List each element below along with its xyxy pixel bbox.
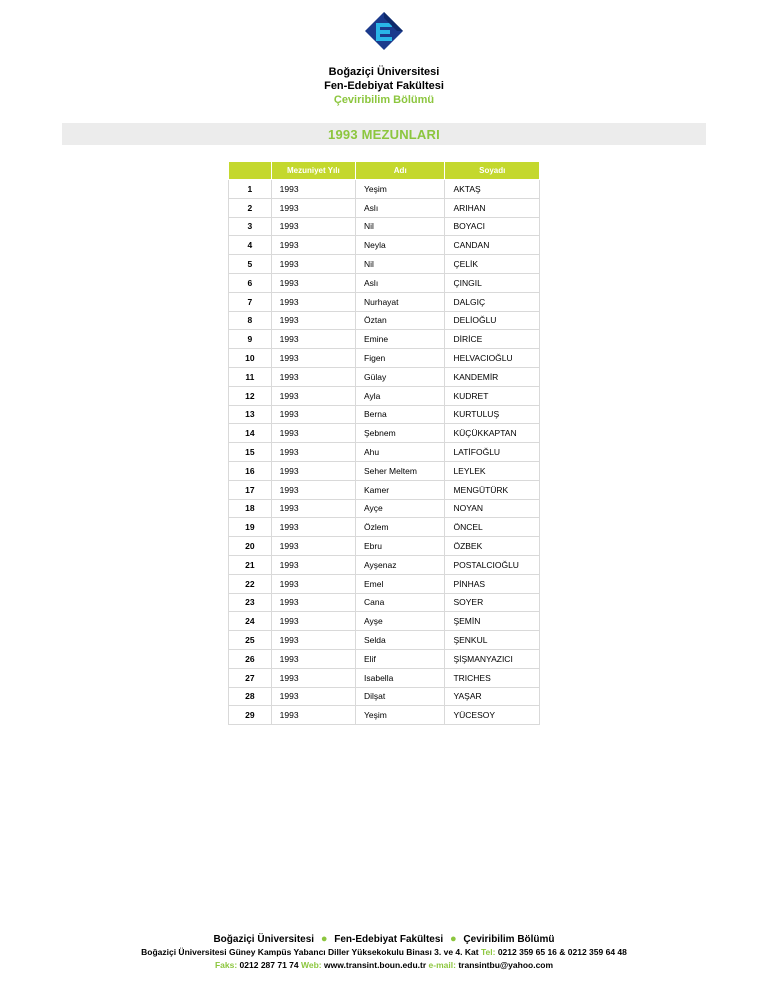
cell-lastname: ÖNCEL [445, 518, 540, 537]
table-row [229, 687, 540, 706]
table-row [229, 292, 540, 311]
cell-lastname: KURTULUŞ [445, 405, 540, 424]
table-row [229, 367, 540, 386]
cell-index: 7 [229, 292, 272, 311]
footer-address-line [0, 946, 768, 959]
table-row [229, 349, 540, 368]
cell-index: 3 [229, 217, 272, 236]
bullet-icon: ● [449, 933, 457, 945]
cell-year: 1993 [271, 424, 355, 443]
cell-index: 15 [229, 443, 272, 462]
cell-firstname: Berna [356, 405, 445, 424]
cell-lastname: YÜCESOY [445, 706, 540, 725]
cell-year: 1993 [271, 461, 355, 480]
cell-index: 26 [229, 649, 272, 668]
cell-index: 21 [229, 555, 272, 574]
cell-index: 20 [229, 537, 272, 556]
cell-lastname: MENGÜTÜRK [445, 480, 540, 499]
cell-index: 27 [229, 668, 272, 687]
cell-firstname: Şebnem [356, 424, 445, 443]
cell-year: 1993 [271, 292, 355, 311]
cell-lastname: ÇINGIL [445, 273, 540, 292]
cell-index: 6 [229, 273, 272, 292]
cell-index: 4 [229, 236, 272, 255]
column-header-lastname: Soyadı [445, 162, 540, 180]
cell-firstname: Elif [356, 649, 445, 668]
table-body [229, 180, 540, 725]
cell-year: 1993 [271, 574, 355, 593]
table-row [229, 555, 540, 574]
cell-index: 1 [229, 180, 272, 199]
table-row [229, 461, 540, 480]
cell-lastname: ÇELİK [445, 255, 540, 274]
cell-firstname: Kamer [356, 480, 445, 499]
document-header [0, 65, 768, 107]
cell-year: 1993 [271, 405, 355, 424]
cell-firstname: Ebru [356, 537, 445, 556]
cell-lastname: CANDAN [445, 236, 540, 255]
cell-year: 1993 [271, 217, 355, 236]
cell-year: 1993 [271, 349, 355, 368]
cell-lastname: POSTALCIOĞLU [445, 555, 540, 574]
cell-index: 10 [229, 349, 272, 368]
cell-firstname: Dilşat [356, 687, 445, 706]
cell-year: 1993 [271, 198, 355, 217]
cell-lastname: KUDRET [445, 386, 540, 405]
cell-index: 28 [229, 687, 272, 706]
cell-year: 1993 [271, 311, 355, 330]
cell-index: 22 [229, 574, 272, 593]
cell-firstname: Ayşenaz [356, 555, 445, 574]
footer-fax-value: 0212 287 71 74 [239, 960, 299, 970]
cell-firstname: Gülay [356, 367, 445, 386]
footer-email-label: e-mail: [428, 960, 456, 970]
cell-index: 14 [229, 424, 272, 443]
cell-index: 16 [229, 461, 272, 480]
cell-firstname: Emel [356, 574, 445, 593]
cell-firstname: Nil [356, 255, 445, 274]
graduates-table [228, 161, 540, 725]
footer-web-value[interactable]: www.transint.boun.edu.tr [324, 960, 427, 970]
table-row [229, 443, 540, 462]
table-row [229, 612, 540, 631]
cell-year: 1993 [271, 518, 355, 537]
cell-index: 8 [229, 311, 272, 330]
cell-index: 19 [229, 518, 272, 537]
cell-firstname: Ayşe [356, 612, 445, 631]
header-department: Çeviribilim Bölümü [333, 94, 435, 106]
table-row [229, 480, 540, 499]
table-row [229, 405, 540, 424]
table-row [229, 593, 540, 612]
cell-lastname: LATİFOĞLU [445, 443, 540, 462]
cell-lastname: DELİOĞLU [445, 311, 540, 330]
cell-lastname: ŞENKUL [445, 631, 540, 650]
cell-firstname: Figen [356, 349, 445, 368]
cell-lastname: SOYER [445, 593, 540, 612]
cell-firstname: Selda [356, 631, 445, 650]
table-row [229, 386, 540, 405]
header-university: Boğaziçi Üniversitesi [328, 66, 440, 78]
cell-firstname: Emine [356, 330, 445, 349]
cell-lastname: BOYACI [445, 217, 540, 236]
cell-year: 1993 [271, 631, 355, 650]
cell-firstname: Neyla [356, 236, 445, 255]
table-row [229, 668, 540, 687]
cell-lastname: ŞEMİN [445, 612, 540, 631]
header-faculty: Fen-Edebiyat Fakültesi [324, 80, 444, 92]
footer-tel-label: Tel: [480, 947, 496, 957]
cell-year: 1993 [271, 255, 355, 274]
document-footer [0, 933, 768, 972]
cell-year: 1993 [271, 499, 355, 518]
table-header-row [229, 162, 540, 180]
cell-index: 12 [229, 386, 272, 405]
cell-index: 17 [229, 480, 272, 499]
footer-web-label: Web: [301, 960, 322, 970]
cell-lastname: ÖZBEK [445, 537, 540, 556]
table-row [229, 255, 540, 274]
cell-year: 1993 [271, 180, 355, 199]
table-row [229, 499, 540, 518]
cell-index: 24 [229, 612, 272, 631]
cell-firstname: Yeşim [356, 706, 445, 725]
cell-lastname: YAŞAR [445, 687, 540, 706]
cell-year: 1993 [271, 706, 355, 725]
footer-email-value[interactable]: transintbu@yahoo.com [458, 960, 554, 970]
cell-lastname: NOYAN [445, 499, 540, 518]
cell-year: 1993 [271, 273, 355, 292]
table-row [229, 330, 540, 349]
table-row [229, 706, 540, 725]
cell-firstname: Yeşim [356, 180, 445, 199]
graduates-table-container [228, 161, 540, 725]
cell-firstname: Cana [356, 593, 445, 612]
cell-lastname: ARIHAN [445, 198, 540, 217]
cell-lastname: LEYLEK [445, 461, 540, 480]
cell-index: 2 [229, 198, 272, 217]
cell-lastname: DALGIÇ [445, 292, 540, 311]
cell-index: 9 [229, 330, 272, 349]
footer-organization [0, 933, 768, 946]
footer-contact-line [0, 959, 768, 972]
cell-firstname: Öztan [356, 311, 445, 330]
cell-firstname: Ayçe [356, 499, 445, 518]
table-row [229, 631, 540, 650]
page-title-band [62, 123, 706, 145]
footer-university: Boğaziçi Üniversitesi [213, 934, 315, 945]
cell-firstname: Isabella [356, 668, 445, 687]
cell-lastname: AKTAŞ [445, 180, 540, 199]
cell-lastname: ŞİŞMANYAZICI [445, 649, 540, 668]
cell-year: 1993 [271, 537, 355, 556]
cell-year: 1993 [271, 367, 355, 386]
cell-year: 1993 [271, 443, 355, 462]
cell-index: 23 [229, 593, 272, 612]
cell-firstname: Ahu [356, 443, 445, 462]
table-row [229, 198, 540, 217]
bogazici-logo-icon [363, 10, 405, 52]
cell-lastname: DİRİCE [445, 330, 540, 349]
cell-firstname: Seher Meltem [356, 461, 445, 480]
cell-year: 1993 [271, 480, 355, 499]
table-row [229, 236, 540, 255]
logo-container [0, 0, 768, 57]
table-row [229, 649, 540, 668]
cell-year: 1993 [271, 330, 355, 349]
cell-lastname: KANDEMİR [445, 367, 540, 386]
cell-index: 25 [229, 631, 272, 650]
cell-firstname: Nurhayat [356, 292, 445, 311]
cell-firstname: Nil [356, 217, 445, 236]
cell-year: 1993 [271, 668, 355, 687]
bullet-icon: ● [320, 933, 328, 945]
page-title: 1993 MEZUNLARI [328, 126, 440, 142]
cell-year: 1993 [271, 236, 355, 255]
footer-department: Çeviribilim Bölümü [463, 934, 555, 945]
cell-lastname: PİNHAS [445, 574, 540, 593]
cell-lastname: HELVACIOĞLU [445, 349, 540, 368]
cell-year: 1993 [271, 687, 355, 706]
cell-firstname: Aslı [356, 273, 445, 292]
cell-firstname: Aslı [356, 198, 445, 217]
cell-lastname: KÜÇÜKKAPTAN [445, 424, 540, 443]
footer-address: Boğaziçi Üniversitesi Güney Kampüs Yabancı Diller Yüksekokulu Binası 3. ve 4. Kat [141, 947, 479, 957]
cell-index: 13 [229, 405, 272, 424]
cell-year: 1993 [271, 593, 355, 612]
column-header-firstname: Adı [356, 162, 445, 180]
table-row [229, 273, 540, 292]
cell-index: 11 [229, 367, 272, 386]
cell-index: 29 [229, 706, 272, 725]
footer-faculty: Fen-Edebiyat Fakültesi [334, 934, 444, 945]
cell-year: 1993 [271, 386, 355, 405]
cell-year: 1993 [271, 612, 355, 631]
table-row [229, 217, 540, 236]
cell-index: 18 [229, 499, 272, 518]
column-header-index [229, 162, 272, 180]
cell-firstname: Ayla [356, 386, 445, 405]
footer-tel-value: 0212 359 65 16 & 0212 359 64 48 [497, 947, 627, 957]
table-row [229, 537, 540, 556]
footer-fax-label: Faks: [214, 960, 238, 970]
table-row [229, 311, 540, 330]
table-row [229, 518, 540, 537]
table-row [229, 180, 540, 199]
cell-index: 5 [229, 255, 272, 274]
column-header-year: Mezuniyet Yılı [271, 162, 355, 180]
cell-lastname: TRICHES [445, 668, 540, 687]
cell-firstname: Özlem [356, 518, 445, 537]
cell-year: 1993 [271, 555, 355, 574]
table-row [229, 574, 540, 593]
cell-year: 1993 [271, 649, 355, 668]
table-row [229, 424, 540, 443]
